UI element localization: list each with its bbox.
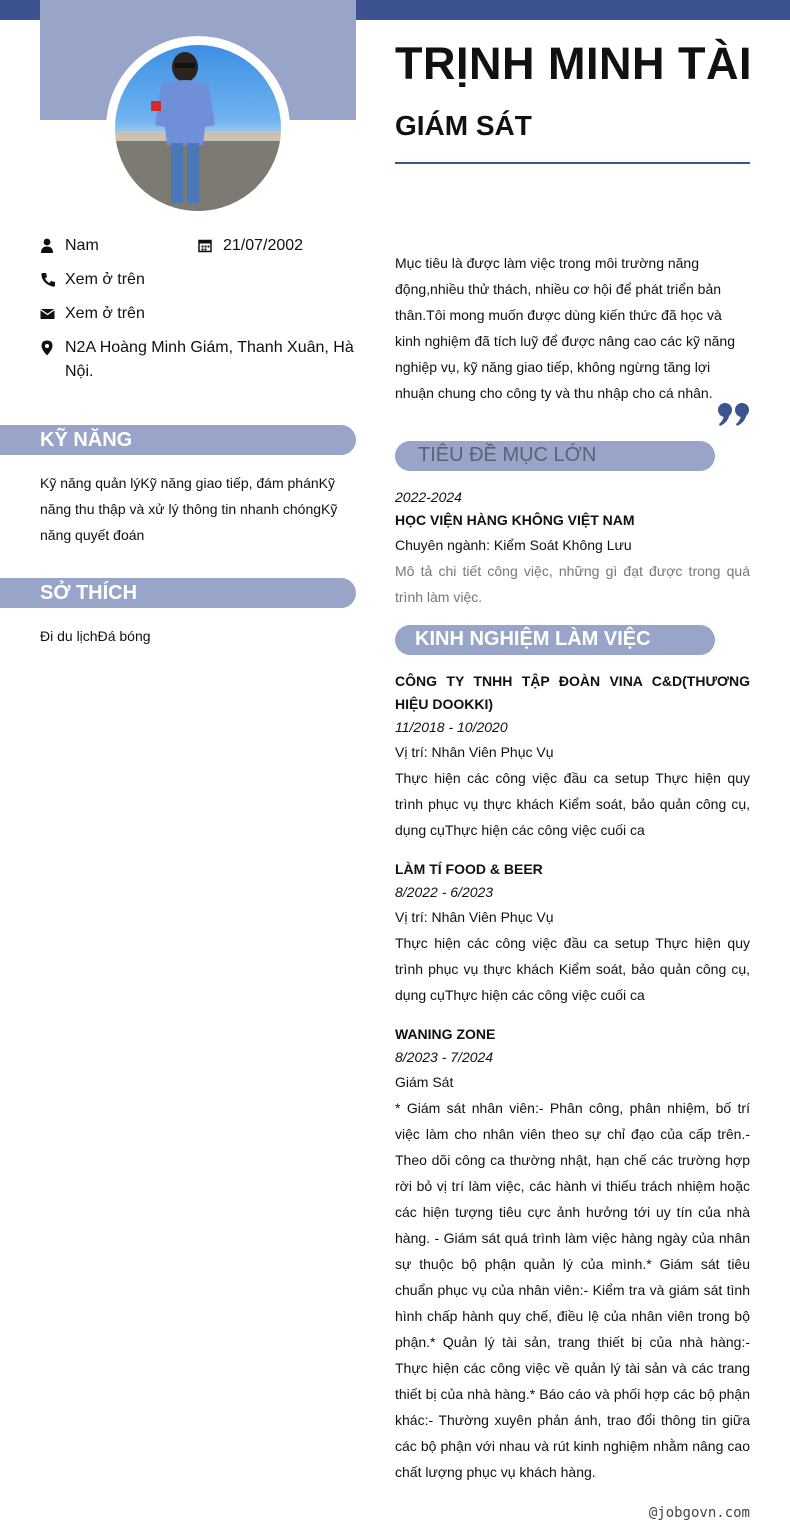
gender-value: Nam bbox=[65, 237, 99, 254]
experience-company: LÀM TÍ FOOD & BEER bbox=[395, 861, 543, 877]
skills-header bbox=[0, 425, 356, 455]
avatar-photo bbox=[115, 45, 281, 211]
hobbies-title: SỞ THÍCH bbox=[40, 582, 138, 604]
experience-description: Thực hiện các công việc đầu ca setup Thực hiện quy trình phục vụ thực khách Kiểm soát, bảo quản công cụ, dụng cụThực hiện các công việc cuối ca bbox=[395, 770, 750, 838]
experience-company: WANING ZONE bbox=[395, 1026, 496, 1042]
experience-description: Thực hiện các công việc đầu ca setup Thực hiện quy trình phục vụ thực khách Kiểm soát, bảo quản công cụ, dụng cụThực hiện các công việc cuối ca bbox=[395, 935, 750, 1003]
experience-role: Giám Sát bbox=[395, 1074, 454, 1090]
experience-description: * Giám sát nhân viên:- Phân công, phân nhiệm, bố trí việc làm cho nhân viên theo sự chỉ đạo của cấp trên.- Theo dõi công ca thường nhật, hạn chế các trường hợp rời bỏ vị trí làm việc, các hành vi thiếu trách nhiệm hoặc các hiện tượng tiêu cực ảnh hưởng tới uy tín của nhà hàng. - Giám sát quá trình làm việc hàng ngày của nhân sự thuộc bộ phận quản lý của mình.* Giám sát tiêu chuẩn phục vụ của nhân viên:- Kiểm tra và giám sát tình hình chấp hành quy chế, điều lệ của nhân viên trong bộ phận.* Quản lý tài sản, trang thiết bị của nhà hàng:- Thực hiện các công việc về quản lý tài sản và các trang thiết bị của nhà hàng.* Báo cáo và phối hợp các bộ phận khác:- Thường xuyên phản ánh, trao đổi thông tin giữa các bộ phận với nhau và rút kinh nghiệm nhằm nâng cao chất lượng phục vụ khách hàng. bbox=[395, 1100, 750, 1480]
education-description: Mô tả chi tiết công việc, những gì đạt được trong quá trình làm việc. bbox=[395, 563, 750, 605]
calendar-icon bbox=[198, 238, 214, 254]
education-header bbox=[395, 441, 715, 471]
experience-item bbox=[395, 858, 750, 1008]
phone-icon bbox=[40, 272, 56, 288]
experience-role: Vị trí: Nhân Viên Phục Vụ bbox=[395, 744, 554, 760]
info-gender bbox=[40, 234, 190, 258]
avatar bbox=[115, 45, 281, 211]
experience-role: Vị trí: Nhân Viên Phục Vụ bbox=[395, 909, 554, 925]
experience-date: 8/2022 - 6/2023 bbox=[395, 884, 494, 900]
address-value: N2A Hoàng Minh Giám, Thanh Xuân, Hà Nội. bbox=[65, 339, 354, 380]
title-divider bbox=[395, 162, 750, 164]
experience-item bbox=[395, 670, 750, 843]
skills-text: Kỹ năng quản lýKỹ năng giao tiếp, đám phánKỹ năng thu thập và xử lý thông tin nhanh chóngKỹ năng quyết đoán bbox=[40, 475, 338, 543]
education-title: TIÊU ĐỀ MỤC LỚN bbox=[418, 444, 597, 466]
candidate-position: GIÁM SÁT bbox=[395, 110, 532, 141]
hobbies-header bbox=[0, 578, 356, 608]
experience-company: CÔNG TY TNHH TẬP ĐOÀN VINA C&D(THƯƠNG HIỆU DOOKKI) bbox=[395, 673, 750, 712]
education-school: HỌC VIỆN HÀNG KHÔNG VIỆT NAM bbox=[395, 512, 635, 528]
experience-item bbox=[395, 1023, 750, 1485]
hobbies-text: Đi du lịchĐá bóng bbox=[40, 628, 151, 644]
info-address bbox=[40, 336, 355, 386]
education-major: Chuyên ngành: Kiểm Soát Không Lưu bbox=[395, 537, 632, 553]
career-objective: Mục tiêu là được làm việc trong môi trường năng động,nhiều thử thách, nhiều cơ hội để phát triển bản thân.Tôi mong muốn được dùng kiến thức đã học và kinh nghiệm đã tích luỹ để được nâng cao các kỹ năng nghiệp vụ, kỹ năng giao tiếp, không ngừng tăng lợi nhuận chung cho công ty và thu nhập cho cá nhân. bbox=[395, 255, 735, 401]
experience-date: 8/2023 - 7/2024 bbox=[395, 1049, 494, 1065]
birthday-value: 21/07/2002 bbox=[223, 237, 304, 254]
experience-date: 11/2018 - 10/2020 bbox=[395, 719, 508, 735]
info-phone bbox=[40, 268, 350, 292]
footer-watermark: @jobgovn.com bbox=[648, 1505, 750, 1521]
phone-value: Xem ở trên bbox=[65, 271, 145, 288]
education-entry bbox=[395, 486, 750, 610]
education-date: 2022-2024 bbox=[395, 489, 462, 505]
experience-header bbox=[395, 625, 715, 655]
email-icon bbox=[40, 306, 56, 322]
user-icon bbox=[40, 238, 56, 254]
candidate-name: TRỊNH MINH TÀI bbox=[395, 38, 752, 89]
quote-icon bbox=[716, 400, 752, 428]
location-icon bbox=[40, 340, 56, 356]
info-email bbox=[40, 302, 350, 326]
email-value: Xem ở trên bbox=[65, 305, 145, 322]
skills-title: KỸ NĂNG bbox=[40, 429, 133, 451]
experience-title: KINH NGHIỆM LÀM VIỆC bbox=[415, 628, 651, 650]
info-birthday bbox=[198, 234, 348, 258]
